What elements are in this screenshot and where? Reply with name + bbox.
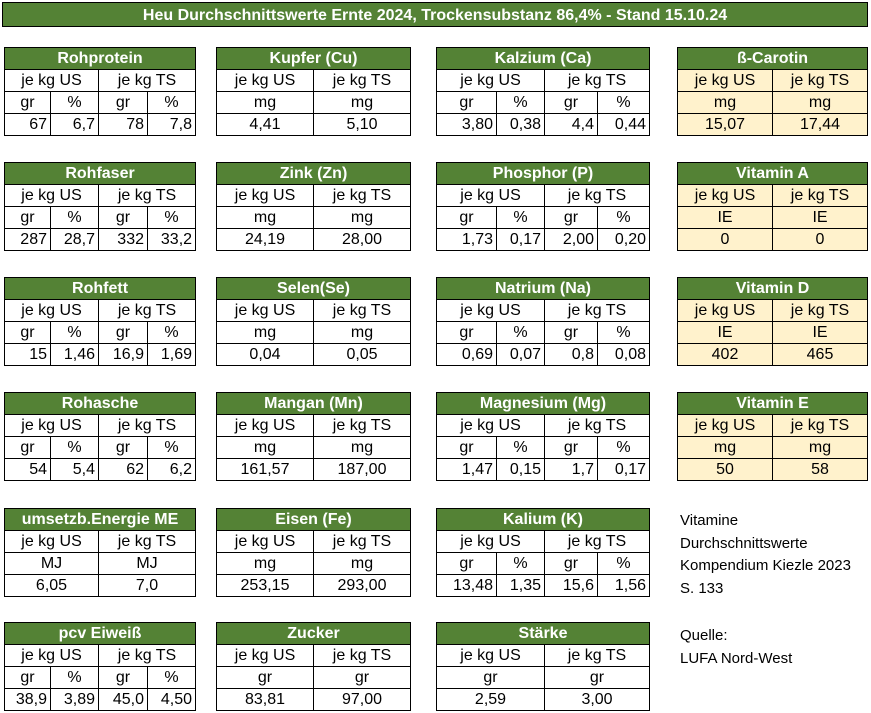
block-magnesium [436, 392, 650, 481]
unit: gr [217, 667, 314, 689]
col-us: je kg US [437, 185, 545, 207]
block-title: Kupfer (Cu) [217, 48, 411, 70]
unit: mg [314, 92, 411, 114]
unit: % [51, 437, 99, 459]
note-line: Vitamine [680, 512, 739, 529]
unit: mg [773, 437, 868, 459]
unit: gr [99, 207, 148, 229]
col-ts: je kg TS [314, 415, 411, 437]
block-eisen [216, 508, 411, 597]
col-us: je kg US [437, 415, 545, 437]
unit: gr [5, 667, 51, 689]
block-staerke [436, 622, 650, 711]
value: 5,4 [51, 459, 99, 481]
block-kupfer [216, 47, 411, 136]
col-us: je kg US [217, 300, 314, 322]
note-line: Quelle: [680, 627, 728, 644]
col-us: je kg US [5, 300, 99, 322]
block-title: ß-Carotin [678, 48, 868, 70]
value: 4,4 [545, 114, 598, 136]
value: 7,0 [99, 575, 196, 597]
col-ts: je kg TS [99, 70, 196, 92]
block-title: Kalzium (Ca) [437, 48, 650, 70]
unit: % [598, 437, 650, 459]
col-us: je kg US [437, 70, 545, 92]
block-carotin [677, 47, 868, 136]
col-ts: je kg TS [545, 531, 650, 553]
unit: gr [437, 322, 497, 344]
block-title: Mangan (Mn) [217, 393, 411, 415]
value: 38,9 [5, 689, 51, 711]
block-vitamin-e [677, 392, 868, 481]
value: 54 [5, 459, 51, 481]
unit: % [598, 207, 650, 229]
unit: % [497, 92, 545, 114]
value: 0,20 [598, 229, 650, 251]
block-title: Rohasche [5, 393, 196, 415]
unit: mg [217, 437, 314, 459]
value: 0,07 [497, 344, 545, 366]
block-title: Eisen (Fe) [217, 509, 411, 531]
note-line: Kompendium Kiezle 2023 [680, 557, 851, 574]
block-title: Stärke [437, 623, 650, 645]
value: 0,69 [437, 344, 497, 366]
value: 0,15 [497, 459, 545, 481]
unit: % [148, 437, 196, 459]
block-title: Phosphor (P) [437, 163, 650, 185]
unit: % [598, 322, 650, 344]
block-selen [216, 277, 411, 366]
unit: IE [678, 207, 773, 229]
unit: % [51, 92, 99, 114]
unit: % [51, 207, 99, 229]
block-title: Vitamin D [678, 278, 868, 300]
value: 0,08 [598, 344, 650, 366]
unit: mg [773, 92, 868, 114]
block-rohfaser [4, 162, 196, 251]
value: 24,19 [217, 229, 314, 251]
col-us: je kg US [437, 300, 545, 322]
block-title: Natrium (Na) [437, 278, 650, 300]
col-ts: je kg TS [99, 531, 196, 553]
value: 402 [678, 344, 773, 366]
value: 50 [678, 459, 773, 481]
unit: gr [545, 553, 598, 575]
block-natrium [436, 277, 650, 366]
unit: gr [437, 92, 497, 114]
value: 97,00 [314, 689, 411, 711]
block-energie [4, 508, 196, 597]
value: 1,47 [437, 459, 497, 481]
value: 1,35 [497, 575, 545, 597]
block-title: pcv Eiweiß [5, 623, 196, 645]
col-us: je kg US [678, 185, 773, 207]
unit: gr [545, 322, 598, 344]
value: 1,56 [598, 575, 650, 597]
unit: MJ [5, 553, 99, 575]
value: 1,73 [437, 229, 497, 251]
unit: % [51, 322, 99, 344]
note-line: S. 133 [680, 579, 724, 597]
col-us: je kg US [5, 531, 99, 553]
value: 187,00 [314, 459, 411, 481]
unit: gr [437, 667, 545, 689]
value: 4,41 [217, 114, 314, 136]
unit: mg [314, 437, 411, 459]
col-ts: je kg TS [545, 645, 650, 667]
block-title: umsetzb.Energie ME [5, 509, 196, 531]
value: 2,59 [437, 689, 545, 711]
unit: gr [314, 667, 411, 689]
unit: % [148, 207, 196, 229]
col-us: je kg US [5, 645, 99, 667]
unit: gr [545, 437, 598, 459]
value: 28,7 [51, 229, 99, 251]
value: 83,81 [217, 689, 314, 711]
unit: mg [217, 92, 314, 114]
unit: mg [217, 207, 314, 229]
block-kalium [436, 508, 650, 597]
value: 58 [773, 459, 868, 481]
value: 332 [99, 229, 148, 251]
page-title: Heu Durchschnittswerte Ernte 2024, Trockensubstanz 86,4% - Stand 15.10.24 [2, 2, 868, 27]
col-ts: je kg TS [773, 70, 868, 92]
value: 287 [5, 229, 51, 251]
col-ts: je kg TS [773, 415, 868, 437]
unit: % [148, 92, 196, 114]
col-us: je kg US [217, 531, 314, 553]
block-kalzium [436, 47, 650, 136]
unit: gr [5, 207, 51, 229]
unit: mg [678, 92, 773, 114]
block-title: Rohfett [5, 278, 196, 300]
block-title: Kalium (K) [437, 509, 650, 531]
unit: % [497, 207, 545, 229]
unit: gr [99, 322, 148, 344]
block-rohfett [4, 277, 196, 366]
value: 3,00 [545, 689, 650, 711]
value: 0 [773, 229, 868, 251]
value: 0,05 [314, 344, 411, 366]
block-pcv-eiweiss [4, 622, 196, 711]
value: 6,2 [148, 459, 196, 481]
value: 293,00 [314, 575, 411, 597]
unit: MJ [99, 553, 196, 575]
col-us: je kg US [217, 415, 314, 437]
col-ts: je kg TS [545, 300, 650, 322]
unit: mg [678, 437, 773, 459]
unit: IE [678, 322, 773, 344]
col-us: je kg US [678, 300, 773, 322]
value: 28,00 [314, 229, 411, 251]
value: 0,04 [217, 344, 314, 366]
block-title: Rohfaser [5, 163, 196, 185]
block-title: Zucker [217, 623, 411, 645]
col-us: je kg US [437, 645, 545, 667]
col-ts: je kg TS [545, 185, 650, 207]
value: 253,15 [217, 575, 314, 597]
col-ts: je kg TS [314, 185, 411, 207]
value: 465 [773, 344, 868, 366]
unit: gr [99, 667, 148, 689]
vitamine-note [680, 510, 851, 600]
value: 3,89 [51, 689, 99, 711]
value: 1,69 [148, 344, 196, 366]
value: 15 [5, 344, 51, 366]
value: 15,6 [545, 575, 598, 597]
unit: % [497, 437, 545, 459]
value: 1,46 [51, 344, 99, 366]
block-title: Vitamin E [678, 393, 868, 415]
unit: gr [545, 667, 650, 689]
col-us: je kg US [437, 531, 545, 553]
col-ts: je kg TS [545, 70, 650, 92]
value: 0,44 [598, 114, 650, 136]
col-ts: je kg TS [99, 415, 196, 437]
block-mangan [216, 392, 411, 481]
col-ts: je kg TS [314, 531, 411, 553]
value: 13,48 [437, 575, 497, 597]
col-us: je kg US [5, 70, 99, 92]
block-title: Selen(Se) [217, 278, 411, 300]
block-zink [216, 162, 411, 251]
source-note [680, 625, 792, 670]
unit: % [51, 667, 99, 689]
block-vitamin-a [677, 162, 868, 251]
block-rohasche [4, 392, 196, 481]
block-title: Magnesium (Mg) [437, 393, 650, 415]
value: 0 [678, 229, 773, 251]
col-ts: je kg TS [545, 415, 650, 437]
unit: mg [217, 322, 314, 344]
unit: gr [99, 437, 148, 459]
col-ts: je kg TS [314, 645, 411, 667]
unit: gr [437, 437, 497, 459]
col-us: je kg US [5, 185, 99, 207]
value: 5,10 [314, 114, 411, 136]
value: 6,05 [5, 575, 99, 597]
unit: IE [773, 207, 868, 229]
value: 4,50 [148, 689, 196, 711]
unit: gr [5, 322, 51, 344]
unit: gr [545, 207, 598, 229]
value: 2,00 [545, 229, 598, 251]
block-title: Rohprotein [5, 48, 196, 70]
unit: % [497, 553, 545, 575]
value: 0,38 [497, 114, 545, 136]
col-us: je kg US [217, 70, 314, 92]
unit: % [497, 322, 545, 344]
value: 6,7 [51, 114, 99, 136]
unit: gr [545, 92, 598, 114]
note-line: Durchschnittswerte [680, 534, 808, 552]
col-ts: je kg TS [99, 300, 196, 322]
value: 0,8 [545, 344, 598, 366]
unit: % [598, 553, 650, 575]
block-zucker [216, 622, 411, 711]
col-ts: je kg TS [773, 185, 868, 207]
unit: gr [99, 92, 148, 114]
col-us: je kg US [217, 645, 314, 667]
value: 0,17 [497, 229, 545, 251]
value: 3,80 [437, 114, 497, 136]
col-us: je kg US [678, 415, 773, 437]
unit: gr [437, 553, 497, 575]
unit: % [148, 667, 196, 689]
unit: mg [314, 553, 411, 575]
col-us: je kg US [217, 185, 314, 207]
unit: % [148, 322, 196, 344]
value: 15,07 [678, 114, 773, 136]
value: 161,57 [217, 459, 314, 481]
block-title: Zink (Zn) [217, 163, 411, 185]
unit: mg [314, 207, 411, 229]
unit: gr [5, 437, 51, 459]
block-title: Vitamin A [678, 163, 868, 185]
col-ts: je kg TS [314, 300, 411, 322]
unit: gr [437, 207, 497, 229]
value: 78 [99, 114, 148, 136]
col-ts: je kg TS [773, 300, 868, 322]
col-us: je kg US [5, 415, 99, 437]
block-vitamin-d [677, 277, 868, 366]
value: 0,17 [598, 459, 650, 481]
value: 16,9 [99, 344, 148, 366]
value: 33,2 [148, 229, 196, 251]
unit: % [598, 92, 650, 114]
value: 67 [5, 114, 51, 136]
value: 17,44 [773, 114, 868, 136]
unit: mg [314, 322, 411, 344]
col-us: je kg US [678, 70, 773, 92]
note-line: LUFA Nord-West [680, 649, 793, 667]
col-ts: je kg TS [99, 185, 196, 207]
block-phosphor [436, 162, 650, 251]
unit: IE [773, 322, 868, 344]
unit: gr [5, 92, 51, 114]
value: 45,0 [99, 689, 148, 711]
value: 62 [99, 459, 148, 481]
unit: mg [217, 553, 314, 575]
col-ts: je kg TS [99, 645, 196, 667]
value: 1,7 [545, 459, 598, 481]
col-ts: je kg TS [314, 70, 411, 92]
value: 7,8 [148, 114, 196, 136]
block-rohprotein [4, 47, 196, 136]
